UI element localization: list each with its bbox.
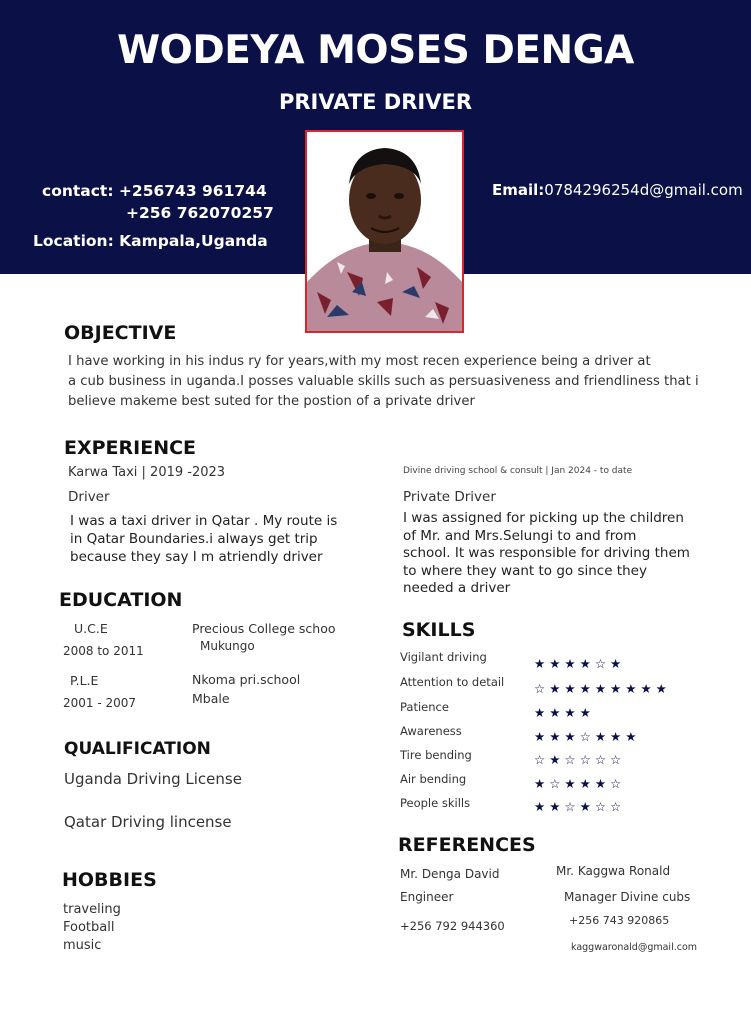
description-line: in Qatar Boundaries.i always get trip bbox=[70, 531, 318, 547]
email-label: Email: bbox=[492, 181, 545, 199]
education-heading: EDUCATION bbox=[59, 589, 183, 611]
hobby-item: traveling bbox=[63, 902, 121, 917]
hobby-item: Football bbox=[63, 920, 115, 935]
description-line: because they say I m atriendly driver bbox=[70, 549, 323, 565]
qualification-item: Qatar Driving lincense bbox=[64, 813, 232, 831]
objective-line: believe makeme best suted for the postion of a private driver bbox=[68, 394, 475, 409]
reference-name: Mr. Kaggwa Ronald bbox=[556, 864, 671, 878]
education-place: Mukungo bbox=[200, 639, 255, 653]
reference-phone: +256 792 944360 bbox=[400, 919, 505, 933]
skills-heading: SKILLS bbox=[402, 619, 476, 641]
skill-rating-stars: ☆★★★★★★★★ bbox=[534, 681, 671, 696]
education-years: 2008 to 2011 bbox=[63, 644, 144, 658]
location: Location: Kampala,Uganda bbox=[33, 232, 268, 250]
experience-right-title: Private Driver bbox=[403, 489, 496, 505]
reference-name: Mr. Denga David bbox=[400, 867, 500, 881]
skill-rating-stars: ★★★☆★★★ bbox=[534, 729, 641, 744]
contact-phone-2: +256 762070257 bbox=[126, 204, 274, 222]
skill-name: Patience bbox=[400, 700, 449, 714]
experience-left-company: Karwa Taxi | 2019 -2023 bbox=[68, 465, 226, 480]
reference-role: Manager Divine cubs bbox=[564, 890, 691, 904]
contact-block bbox=[42, 180, 274, 224]
education-years: 2001 - 2007 bbox=[63, 696, 137, 710]
objective-heading: OBJECTIVE bbox=[64, 322, 177, 344]
reference-phone: +256 743 920865 bbox=[569, 914, 670, 927]
experience-heading: EXPERIENCE bbox=[64, 437, 197, 459]
skill-name: Air bending bbox=[400, 772, 467, 786]
skill-name: Tire bending bbox=[400, 748, 472, 762]
skill-name: People skills bbox=[400, 796, 471, 810]
education-school: Precious College schoo bbox=[192, 621, 336, 636]
description-line: to where they want to go since they bbox=[403, 562, 647, 579]
skill-rating-stars: ★★★★ bbox=[534, 705, 595, 720]
objective-line: a cub business in uganda.I posses valuable skills such as persuasiveness and friendliness that i bbox=[68, 374, 699, 389]
description-line: I was a taxi driver in Qatar . My route is bbox=[70, 513, 338, 529]
hobby-item: music bbox=[63, 938, 102, 953]
skill-rating-stars: ★★★★☆★ bbox=[534, 656, 626, 671]
objective-text bbox=[68, 352, 718, 412]
description-line: needed a driver bbox=[403, 580, 511, 596]
experience-right-company: Divine driving school & consult | Jan 2024 - to date bbox=[403, 466, 633, 476]
skill-rating-stars: ☆★☆☆☆☆ bbox=[534, 752, 626, 767]
skill-name: Awareness bbox=[400, 724, 462, 738]
email bbox=[492, 181, 743, 199]
experience-left-title: Driver bbox=[68, 489, 110, 505]
education-place: Mbale bbox=[192, 691, 230, 706]
experience-left-description bbox=[70, 512, 370, 566]
email-value: 0784296254d@gmail.com bbox=[544, 181, 743, 199]
objective-line: I have working in his indus ry for years,with my most recen experience being a driver at bbox=[68, 354, 651, 369]
skill-rating-stars: ★☆★★★☆ bbox=[534, 776, 626, 791]
skill-name: Vigilant driving bbox=[400, 650, 487, 664]
description-line: of Mr. and Mrs.Selungi to and from bbox=[403, 527, 637, 544]
person-portrait-icon bbox=[307, 132, 462, 331]
candidate-name: WODEYA MOSES DENGA bbox=[117, 28, 634, 73]
reference-role: Engineer bbox=[400, 890, 454, 904]
education-level: U.C.E bbox=[74, 621, 108, 636]
experience-right-description bbox=[403, 510, 733, 598]
skill-name: Attention to detail bbox=[400, 675, 505, 689]
hobbies-list bbox=[63, 901, 121, 955]
hobbies-heading: HOBBIES bbox=[62, 869, 157, 891]
qualification-item: Uganda Driving License bbox=[64, 770, 242, 788]
skill-rating-stars: ★★☆★☆☆ bbox=[534, 799, 626, 814]
reference-email: kaggwaronald@gmail.com bbox=[571, 942, 698, 953]
qualification-heading: QUALIFICATION bbox=[64, 739, 211, 759]
description-line: I was assigned for picking up the children bbox=[403, 510, 684, 526]
education-school: Nkoma pri.school bbox=[192, 672, 301, 687]
contact-phone-1: contact: +256743 961744 bbox=[42, 182, 267, 200]
description-line: school. It was responsible for driving them bbox=[403, 545, 690, 561]
job-title: PRIVATE DRIVER bbox=[279, 90, 472, 114]
references-heading: REFERENCES bbox=[398, 834, 536, 856]
profile-photo bbox=[305, 130, 464, 333]
education-level: P.L.E bbox=[70, 673, 99, 688]
